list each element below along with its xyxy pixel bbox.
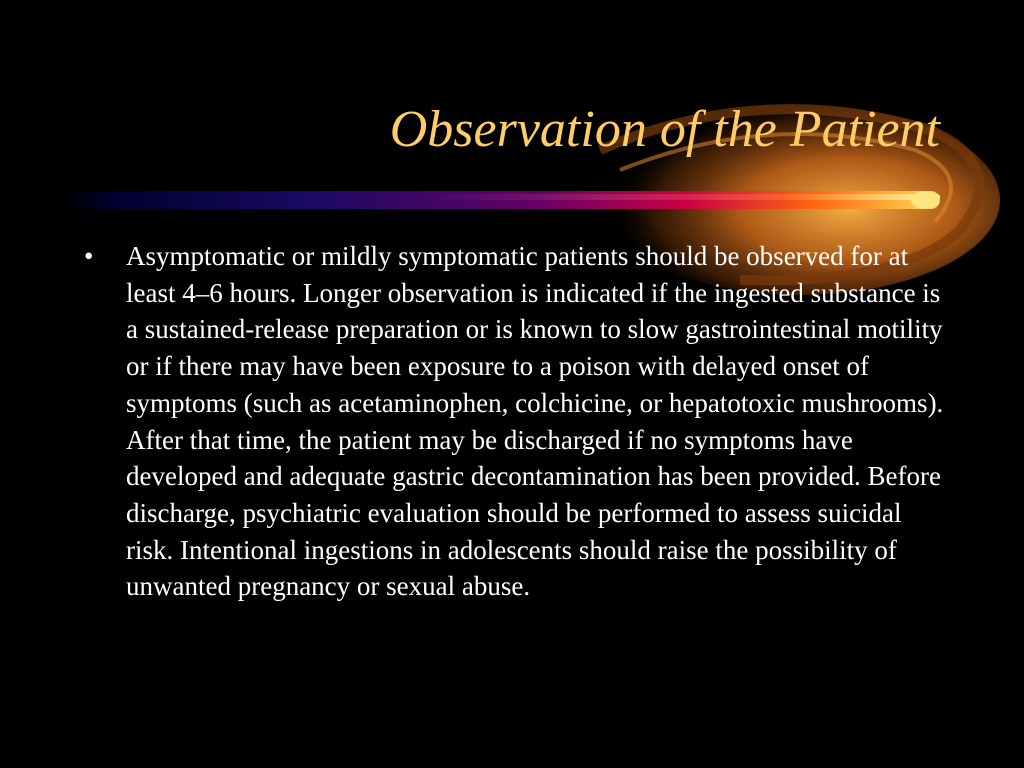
bullet-text: Asymptomatic or mildly symptomatic patients should be observed for at least 4–6 hours. Longer observation is indicated if the ingested substance is a sustained-release preparation or is known to slow gastrointestinal motility or if there may have been exposure to a poison with delayed onset of symptoms (such as acetaminophen, colchicine, or hepatotoxic mushrooms). After that time, the patient may be discharged if no symptoms have developed and adequate gastric decontamination has been provided. Before discharge, psychiatric evaluation should be performed to assess suicidal risk. Intentional ingestions in adolescents should raise the possibility of unwanted pregnancy or sexual abuse. [126, 241, 944, 602]
slide-title: Observation of the Patient [389, 101, 940, 158]
streak-tip [911, 191, 939, 209]
slide-body [84, 238, 944, 605]
bullet-item [84, 238, 944, 605]
bullet-icon: • [84, 241, 94, 271]
streak-highlight [420, 194, 940, 200]
